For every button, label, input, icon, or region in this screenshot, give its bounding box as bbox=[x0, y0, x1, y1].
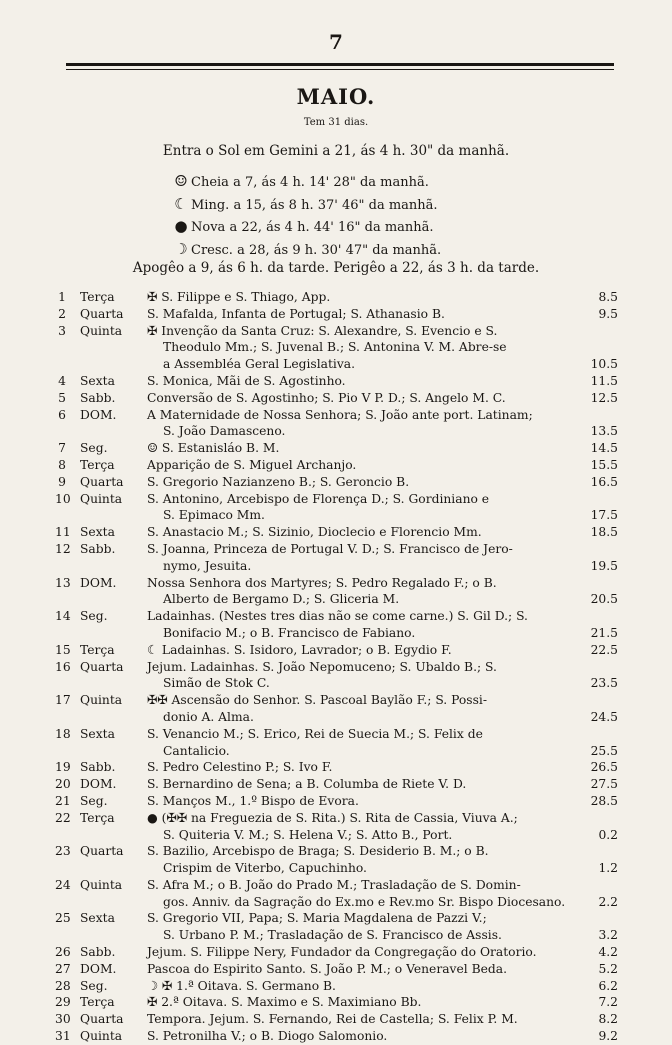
day-weekday: Sabb. bbox=[80, 760, 116, 775]
day-hour: 7.2 bbox=[598, 995, 618, 1010]
moon-phase-row bbox=[171, 194, 441, 217]
day-saints bbox=[147, 692, 570, 726]
day-number: 1 bbox=[58, 290, 66, 304]
day-saints-line: Pascoa do Espirito Santo. S. João P. M.; o Veneravel Beda. bbox=[147, 961, 508, 976]
day-saints-line: S. Joanna, Princeza de Portugal V. D.; S. Francisco de Jero- bbox=[147, 541, 513, 556]
day-saints-line: ● (✠✠ na Freguezia de S. Rita.) S. Rita de Cassia, Viuva A.; bbox=[147, 810, 518, 825]
moon-phase-time: a 28, ás 9 h. 30' 47" da manhã. bbox=[237, 242, 442, 258]
day-saints bbox=[147, 457, 570, 474]
day-weekday: Quinta bbox=[80, 693, 123, 708]
day-saints-line: S. Petronilha V.; o B. Diogo Salomonio. bbox=[147, 1029, 388, 1044]
day-row bbox=[55, 1011, 630, 1028]
day-saints-line: Bonifacio M.; o B. Francisco de Fabiano. bbox=[163, 625, 416, 640]
day-number: 21 bbox=[55, 793, 71, 808]
day-weekday: Sabb. bbox=[80, 541, 116, 556]
day-saints-line: Nossa Senhora dos Martyres; S. Pedro Regalado F.; o B. bbox=[147, 575, 497, 590]
day-number: 19 bbox=[55, 760, 71, 775]
day-weekday: Terça bbox=[80, 457, 115, 472]
day-saints bbox=[147, 575, 570, 609]
day-saints-line: S. Antonino, Arcebispo de Florença D.; S. Gordiniano e bbox=[147, 491, 490, 506]
day-saints bbox=[147, 793, 570, 810]
day-weekday: Quarta bbox=[80, 844, 124, 859]
day-saints-line: S. Bernardino de Sena; a B. Columba de Riete V. D. bbox=[147, 777, 467, 792]
day-hour: 22.5 bbox=[590, 642, 618, 657]
day-hour: 1.2 bbox=[598, 861, 618, 876]
day-number: 10 bbox=[55, 491, 71, 506]
day-weekday: Sabb. bbox=[80, 390, 116, 405]
day-saints-line: S. Gregorio Nazianzeno B.; S. Geroncio B. bbox=[147, 474, 410, 489]
day-row bbox=[55, 474, 630, 491]
moon-phase-icon: ☽ bbox=[174, 239, 188, 258]
day-saints bbox=[147, 1028, 570, 1045]
day-saints-line: ✠ 2.ª Oitava. S. Maximo e S. Maximiano Bb. bbox=[147, 995, 422, 1010]
moon-phase-time: a 22, ás 4 h. 44' 16" da manhã. bbox=[229, 220, 434, 236]
day-saints-line: Ladainhas. (Nestes tres dias não se come carne.) S. Gil D.; S. bbox=[147, 609, 528, 624]
day-hour: 16.5 bbox=[590, 474, 618, 489]
day-saints bbox=[147, 608, 570, 642]
day-saints-line: Crispim de Viterbo, Capuchinho. bbox=[163, 861, 367, 876]
day-weekday: DOM. bbox=[80, 407, 117, 422]
day-saints-line: S. Monica, Mãi de S. Agostinho. bbox=[147, 373, 346, 388]
day-saints-line: Simão de Stok C. bbox=[163, 676, 270, 691]
day-saints bbox=[147, 994, 570, 1011]
day-number: 3 bbox=[58, 323, 66, 338]
day-row bbox=[55, 843, 630, 877]
day-row bbox=[55, 910, 630, 944]
day-weekday: Quinta bbox=[80, 323, 123, 338]
day-saints-line: ☾ Ladainhas. S. Isidoro, Lavrador; o B. Egydio F. bbox=[147, 642, 452, 657]
moon-phases bbox=[171, 171, 441, 261]
day-row bbox=[55, 440, 630, 457]
day-saints-line: Conversão de S. Agostinho; S. Pio V P. D.; S. Angelo M. C. bbox=[147, 390, 506, 405]
day-row bbox=[55, 524, 630, 541]
month-title: MAIO. bbox=[296, 84, 376, 109]
day-saints bbox=[147, 944, 570, 961]
day-weekday: Quarta bbox=[80, 1012, 124, 1027]
day-hour: 26.5 bbox=[590, 760, 618, 775]
day-number: 23 bbox=[55, 844, 71, 859]
day-saints-line: Tempora. Jejum. S. Fernando, Rei de Castella; S. Felix P. M. bbox=[147, 1012, 518, 1027]
day-row bbox=[55, 1028, 630, 1045]
day-saints-line: S. Pedro Celestino P.; S. Ivo F. bbox=[147, 760, 333, 775]
day-number: 9 bbox=[58, 474, 66, 489]
day-row bbox=[55, 608, 630, 642]
day-row bbox=[55, 692, 630, 726]
day-weekday: Quarta bbox=[80, 306, 124, 321]
day-saints bbox=[147, 373, 570, 390]
day-weekday: Quinta bbox=[80, 1029, 123, 1044]
day-number: 31 bbox=[55, 1029, 71, 1044]
day-saints-line: S. Anastacio M.; S. Sizinio, Diocleciо e Florencio Mm. bbox=[147, 525, 482, 540]
day-weekday: DOM. bbox=[80, 961, 117, 976]
day-weekday: Quinta bbox=[80, 877, 123, 892]
day-saints bbox=[147, 726, 570, 760]
day-number: 6 bbox=[58, 407, 66, 422]
day-weekday: Seg. bbox=[80, 978, 108, 993]
day-row bbox=[55, 659, 630, 693]
day-hour: 6.2 bbox=[598, 978, 618, 993]
day-weekday: Terça bbox=[80, 290, 115, 304]
day-number: 12 bbox=[55, 541, 71, 556]
day-row bbox=[55, 877, 630, 911]
day-saints-line: gos. Anniv. da Sagração do Ex.mo e Rev.mo Sr. Bispo Diocesano. bbox=[163, 894, 566, 909]
moon-phase-icon: ☺ bbox=[174, 172, 188, 190]
moon-phase-row bbox=[171, 171, 441, 194]
day-row bbox=[55, 994, 630, 1011]
day-row bbox=[55, 978, 630, 995]
day-hour: 14.5 bbox=[590, 441, 618, 456]
day-weekday: Terça bbox=[80, 642, 115, 657]
day-saints-line: S. Afra M.; o B. João do Prado M.; Trasladação de S. Domin- bbox=[147, 877, 521, 892]
moon-phase-name: Cresc. bbox=[191, 242, 233, 258]
day-saints bbox=[147, 390, 570, 407]
day-number: 16 bbox=[55, 659, 71, 674]
day-saints-line: Alberto de Bergamo D.; S. Gliceria M. bbox=[163, 592, 400, 607]
moon-phase-row bbox=[171, 216, 441, 239]
day-saints-line: S. Venancio M.; S. Erico, Rei de Suecia M.; S. Felix de bbox=[147, 726, 483, 741]
day-hour: 11.5 bbox=[590, 373, 618, 388]
day-weekday: Sexta bbox=[80, 525, 115, 540]
moon-phase-row bbox=[171, 239, 441, 262]
day-weekday: Seg. bbox=[80, 441, 108, 456]
day-hour: 21.5 bbox=[590, 625, 618, 640]
day-saints bbox=[147, 659, 570, 693]
day-saints bbox=[147, 877, 570, 911]
moon-phase-time: a 7, ás 4 h. 14' 28" da manhã. bbox=[233, 175, 429, 190]
day-saints-line: a Assembléa Geral Legislativa. bbox=[163, 357, 356, 372]
day-saints-line: ✠ Invenção da Santa Cruz: S. Alexandre, S. Evencio e S. bbox=[147, 323, 498, 338]
day-saints-line: S. Manços M., 1.º Bispo de Evora. bbox=[147, 793, 359, 808]
day-row bbox=[55, 407, 630, 441]
day-saints-line: Jejum. S. Filippe Nery, Fundador da Congregação do Oratorio. bbox=[147, 945, 537, 960]
day-saints-line: S. Urbano P. M.; Trasladação de S. Francisco de Assis. bbox=[163, 928, 502, 943]
day-saints-line: ☺ S. Estanisláo B. M. bbox=[147, 441, 280, 456]
day-saints bbox=[147, 1011, 570, 1028]
day-saints bbox=[147, 323, 570, 373]
day-saints-line: nymo, Jesuita. bbox=[163, 558, 252, 573]
day-saints-line: S. Quiteria V. M.; S. Helena V.; S. Atto B., Port. bbox=[163, 827, 453, 842]
day-saints bbox=[147, 440, 570, 457]
days-count: Tem 31 dias. bbox=[303, 117, 369, 128]
day-weekday: Seg. bbox=[80, 609, 108, 624]
day-saints bbox=[147, 776, 570, 793]
day-row bbox=[55, 541, 630, 575]
day-hour: 9.5 bbox=[598, 306, 618, 321]
day-saints bbox=[147, 541, 570, 575]
day-weekday: Quinta bbox=[80, 491, 123, 506]
moon-phase-time: a 15, ás 8 h. 37' 46" da manhã. bbox=[233, 197, 438, 213]
day-weekday: Quarta bbox=[80, 474, 124, 489]
day-hour: 27.5 bbox=[590, 777, 618, 792]
day-number: 2 bbox=[58, 306, 66, 321]
day-number: 18 bbox=[55, 726, 71, 741]
day-saints-line: Cantalicio. bbox=[163, 743, 230, 758]
day-row bbox=[55, 810, 630, 844]
day-number: 17 bbox=[55, 693, 71, 708]
day-saints-line: Apparição de S. Miguel Archanjo. bbox=[147, 457, 357, 472]
day-weekday: Sexta bbox=[80, 911, 115, 926]
day-row bbox=[55, 575, 630, 609]
day-row bbox=[55, 944, 630, 961]
day-number: 7 bbox=[58, 441, 66, 456]
day-saints-line: S. João Damasceno. bbox=[163, 424, 286, 439]
day-saints-line: S. Gregorio VII, Papa; S. Maria Magdalena de Pazzi V.; bbox=[147, 911, 487, 926]
day-number: 8 bbox=[58, 457, 66, 472]
day-hour: 5.2 bbox=[598, 961, 618, 976]
moon-phase-name: Cheia bbox=[191, 175, 229, 190]
day-saints bbox=[147, 491, 570, 525]
day-hour: 25.5 bbox=[590, 743, 618, 758]
day-number: 13 bbox=[55, 575, 71, 590]
day-hour: 15.5 bbox=[590, 457, 618, 472]
day-list bbox=[55, 289, 630, 1045]
day-weekday: DOM. bbox=[80, 575, 117, 590]
day-hour: 8.5 bbox=[598, 290, 618, 304]
day-weekday: Sexta bbox=[80, 726, 115, 741]
day-weekday: Terça bbox=[80, 810, 115, 825]
sun-entry: Entra o Sol em Gemini a 21, ás 4 h. 30" da manhã. bbox=[162, 143, 510, 159]
day-hour: 28.5 bbox=[590, 793, 618, 808]
day-row bbox=[55, 289, 630, 306]
day-saints-line: S. Mafalda, Infanta de Portugal; S. Athanasio B. bbox=[147, 306, 445, 321]
day-row bbox=[55, 373, 630, 390]
day-hour: 17.5 bbox=[590, 508, 618, 523]
day-saints-line: ✠ S. Filippe e S. Thiago, App. bbox=[147, 290, 331, 304]
day-number: 24 bbox=[55, 877, 71, 892]
day-hour: 3.2 bbox=[598, 928, 618, 943]
day-number: 20 bbox=[55, 777, 71, 792]
day-hour: 24.5 bbox=[590, 709, 618, 724]
day-number: 22 bbox=[55, 810, 71, 825]
day-hour: 8.2 bbox=[598, 1012, 618, 1027]
day-hour: 4.2 bbox=[598, 945, 618, 960]
day-hour: 0.2 bbox=[598, 827, 618, 842]
apogee-perigee: Apogêo a 9, ás 6 h. da tarde. Perigêo a 22, ás 3 h. da tarde. bbox=[132, 260, 540, 276]
day-saints-line: S. Epimaco Mm. bbox=[163, 508, 265, 523]
day-hour: 18.5 bbox=[590, 525, 618, 540]
page-number: 7 bbox=[329, 30, 343, 54]
day-row bbox=[55, 759, 630, 776]
day-number: 29 bbox=[55, 995, 71, 1010]
day-saints bbox=[147, 474, 570, 491]
day-number: 5 bbox=[58, 390, 66, 405]
day-weekday: Seg. bbox=[80, 793, 108, 808]
day-hour: 23.5 bbox=[590, 676, 618, 691]
moon-phase-icon: ☾ bbox=[174, 194, 188, 213]
day-number: 26 bbox=[55, 945, 71, 960]
moon-phase-name: Nova bbox=[191, 220, 226, 236]
day-saints bbox=[147, 524, 570, 541]
day-weekday: Sexta bbox=[80, 373, 115, 388]
day-saints bbox=[147, 978, 570, 995]
day-number: 27 bbox=[55, 961, 71, 976]
day-saints-line: donio A. Alma. bbox=[163, 709, 254, 724]
day-number: 15 bbox=[55, 642, 71, 657]
day-row bbox=[55, 793, 630, 810]
day-saints-line: Jejum. Ladainhas. S. João Nepomuceno; S. Ubaldo B.; S. bbox=[147, 659, 497, 674]
day-hour: 10.5 bbox=[590, 357, 618, 372]
day-number: 11 bbox=[55, 525, 71, 540]
day-saints-line: ✠✠ Ascensão do Senhor. S. Pascoal Baylão F.; S. Possi- bbox=[147, 693, 488, 708]
day-hour: 19.5 bbox=[590, 558, 618, 573]
moon-phase-name: Ming. bbox=[191, 197, 230, 213]
day-row bbox=[55, 390, 630, 407]
day-hour: 9.2 bbox=[598, 1029, 618, 1044]
day-number: 30 bbox=[55, 1012, 71, 1027]
day-hour: 2.2 bbox=[598, 894, 618, 909]
day-number: 14 bbox=[55, 609, 71, 624]
day-weekday: Terça bbox=[80, 995, 115, 1010]
day-saints bbox=[147, 306, 570, 323]
day-saints bbox=[147, 407, 570, 441]
day-saints bbox=[147, 843, 570, 877]
day-row bbox=[55, 306, 630, 323]
header-rule bbox=[66, 63, 614, 66]
day-row bbox=[55, 491, 630, 525]
day-number: 25 bbox=[55, 911, 71, 926]
day-saints bbox=[147, 642, 570, 659]
day-saints bbox=[147, 910, 570, 944]
day-saints-line: ☽ ✠ 1.ª Oitava. S. Germano B. bbox=[147, 978, 336, 993]
day-saints-line: S. Bazilio, Arcebispo de Braga; S. Desiderio B. M.; o B. bbox=[147, 844, 489, 859]
day-weekday: DOM. bbox=[80, 777, 117, 792]
day-row bbox=[55, 726, 630, 760]
day-hour: 13.5 bbox=[590, 424, 618, 439]
day-row bbox=[55, 642, 630, 659]
day-row bbox=[55, 776, 630, 793]
day-saints bbox=[147, 810, 570, 844]
moon-phase-icon: ● bbox=[174, 217, 188, 236]
day-saints bbox=[147, 759, 570, 776]
day-saints-line: Theodulo Mm.; S. Juvenal B.; S. Antonina V. M. Abre-se bbox=[163, 340, 507, 355]
day-row bbox=[55, 961, 630, 978]
day-row bbox=[55, 457, 630, 474]
day-weekday: Sabb. bbox=[80, 945, 116, 960]
day-row bbox=[55, 323, 630, 373]
day-number: 28 bbox=[55, 978, 71, 993]
day-saints bbox=[147, 961, 570, 978]
day-number: 4 bbox=[58, 373, 66, 388]
day-hour: 12.5 bbox=[590, 390, 618, 405]
day-saints bbox=[147, 289, 570, 306]
header-rule-thin bbox=[66, 69, 614, 70]
day-hour: 20.5 bbox=[590, 592, 618, 607]
day-weekday: Quarta bbox=[80, 659, 124, 674]
day-saints-line: A Maternidade de Nossa Senhora; S. João ante port. Latinam; bbox=[147, 407, 533, 422]
